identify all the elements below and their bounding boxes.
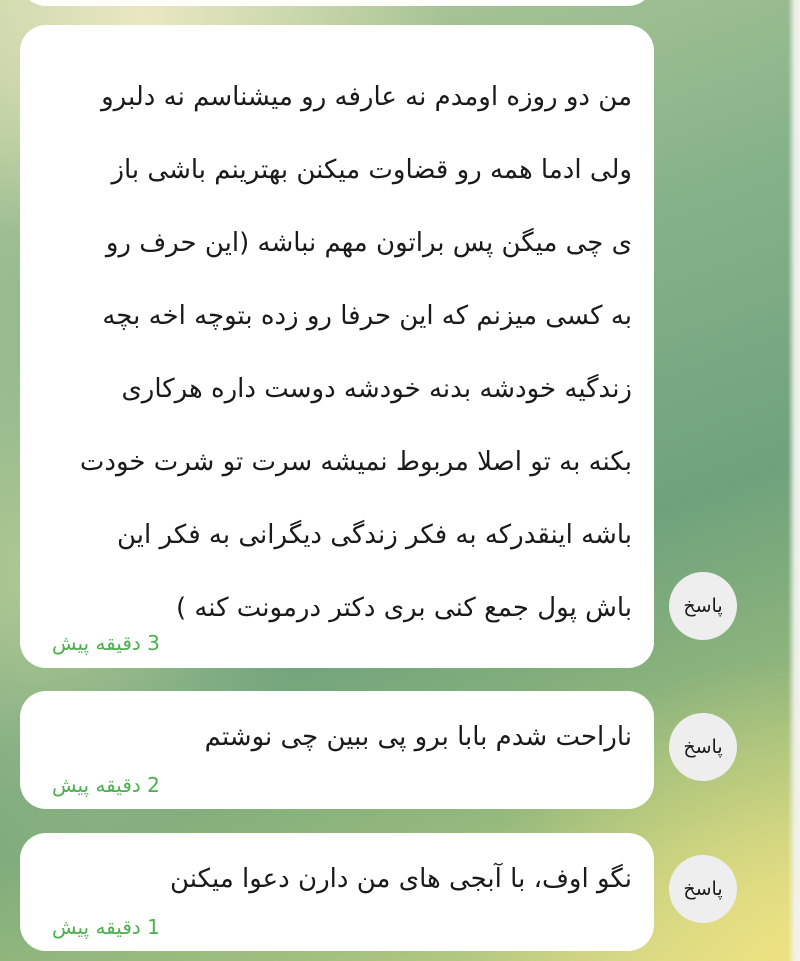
message-line: من دو روزه اومدم نه عارفه رو میشناسم نه دلبرو [101, 82, 632, 112]
previous-message-bubble [20, 0, 654, 6]
message-bubble[interactable] [20, 833, 654, 951]
message-text [42, 843, 632, 916]
message-line: نگو اوف، با آبجی های من دارن دعوا میکنن [169, 864, 632, 894]
message-line: باش پول جمع کنی بری دکتر درمونت کنه ) [175, 593, 632, 623]
reply-button[interactable]: پاسخ [669, 572, 737, 640]
message-bubble[interactable] [20, 691, 654, 809]
message-line: ولی ادما همه رو قضاوت میکنن بهترینم باشی باز [111, 155, 632, 185]
screen-edge [788, 0, 800, 961]
message-line: باشه اینقدرکه به فکر زندگی دیگرانی به فکر این [117, 520, 632, 550]
message-timestamp: 1 دقیقه پیش [52, 915, 160, 939]
reply-button[interactable]: پاسخ [669, 855, 737, 923]
message-line: بکنه به تو اصلا مربوط نمیشه سرت تو شرت خودت [79, 447, 632, 477]
message-timestamp: 3 دقیقه پیش [52, 631, 160, 655]
reply-button[interactable]: پاسخ [669, 713, 737, 781]
message-line: ی چی میگن پس براتون مهم نباشه (این حرف رو [105, 228, 632, 258]
message-line: زندگیه خودشه بدنه خودشه دوست داره هرکاری [121, 374, 632, 404]
message-bubble[interactable] [20, 25, 654, 668]
message-text [42, 701, 632, 774]
message-timestamp: 2 دقیقه پیش [52, 773, 160, 797]
message-line: به کسی میزنم که این حرفا رو زده بتوچه اخه بچه [102, 301, 632, 331]
message-text [42, 61, 632, 645]
message-line: ناراحت شدم بابا برو پی ببین چی نوشتم [204, 722, 632, 752]
